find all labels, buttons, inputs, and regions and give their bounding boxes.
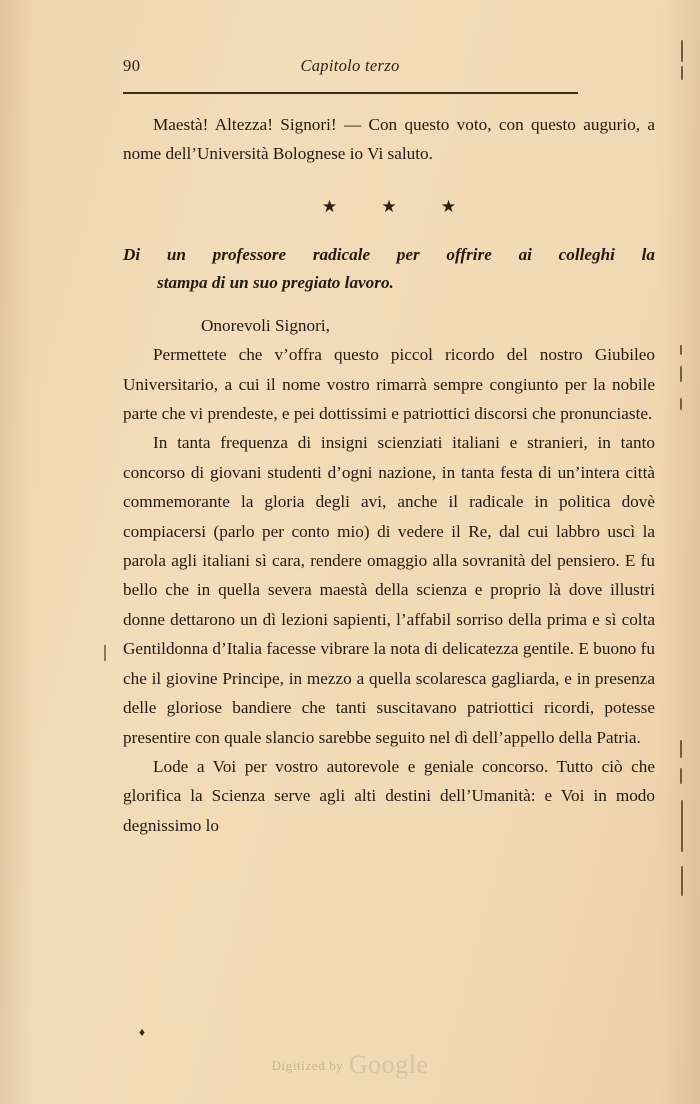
section-subheading-line-2: stampa di un suo pregiato lavoro.	[157, 272, 394, 292]
salutation: Onorevoli Signori,	[201, 315, 330, 335]
running-title: Capitolo terzo	[300, 56, 400, 75]
section-subheading	[123, 241, 655, 297]
paragraph-4: Lode a Voi per vostro autorevole e geniale concorso. Tutto ciò che glorifica la Scienza serve agli alti destini dell’Umanità: e Voi in modo degnissimo lo	[123, 756, 655, 835]
watermark-brand: Google	[348, 1050, 429, 1079]
header-rule	[123, 92, 578, 94]
watermark-prefix: Digitized by	[271, 1058, 344, 1073]
paragraph-2: Permettete che v’offra questo piccol ricordo del nostro Giubileo Universitario, a cui il nome vostro rimarrà sempre congiunto per la nobile parte che vi prendeste, e pei dottissimi e patriottici discorsi che pronunciaste.	[123, 345, 655, 424]
digitization-watermark	[0, 1050, 700, 1080]
left-margin-mark	[104, 645, 106, 661]
margin-marks	[676, 40, 690, 920]
page-body	[123, 110, 655, 840]
section-subheading-line-1: Di un professore radicale per offrire ai colleghi la	[123, 244, 655, 264]
paragraph-1: Maestà! Altezza! Signori! — Con questo voto, con questo augurio, a nome dell’Università Bolognese io Vi saluto.	[123, 115, 655, 164]
page-number: 90	[123, 56, 141, 75]
ink-spot: ♦	[139, 1025, 146, 1039]
page-header	[123, 56, 577, 84]
paragraph-3: In tanta frequenza di insigni scienziati italiani e stranieri, in tanto concorso di giovani studenti d’ogni nazione, in tanta festa di un’intera città commemorante la gloria degli avi, anche il radicale in politica dovè compiacersi (parlo per conto mio) di vedere il Re, dal cui labbro uscì la parola agli italiani sì cara, rendere omaggio alla sovranità del pensiero. E fu bello che in quella severa maestà della scienza e proprio là dove illustri donne dettarono un dì lezioni sapienti, l’affabil sorriso della prima e sì colta Gentildonna d’Italia facesse vibrare la nota di delicatezza gentile. E buono fu che il giovine Principe, in mezzo a quella scolaresca gagliarda, e in presenza delle gloriose bandiere che tanti suscitavano patriottici ricordi, potesse presentire con quale slancio sarebbe seguito nel dì dell’appello della Patria.	[123, 433, 655, 747]
ornament-asterisks: ★ ★ ★	[321, 196, 477, 216]
